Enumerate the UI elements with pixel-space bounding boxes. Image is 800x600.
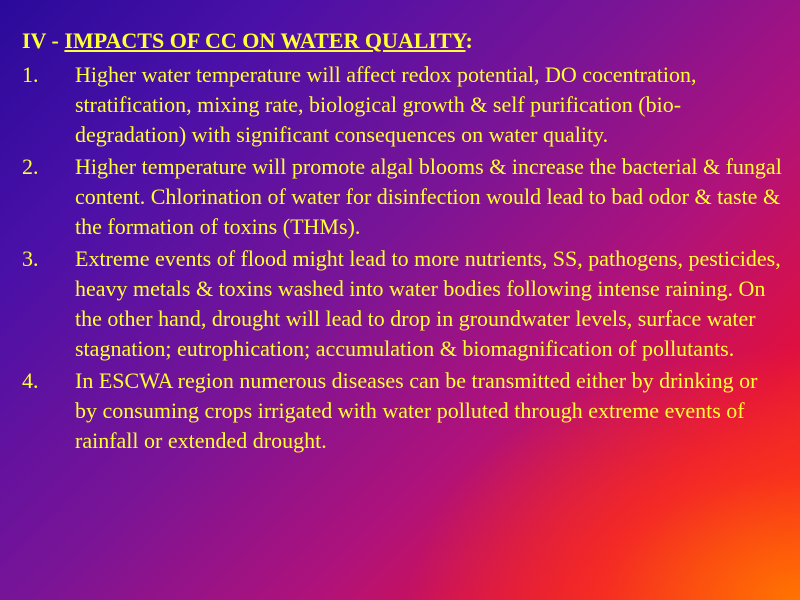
list-item-number: 2. [22,154,39,179]
slide-heading [22,28,782,54]
list-item-text: Higher water temperature will affect redox potential, DO cocentration, stratification, mixing rate, biological growth & self purification (bio-degradation) with significant consequences on water quality. [75,62,697,147]
slide-content [22,28,782,458]
list-item-text: In ESCWA region numerous diseases can be transmitted either by drinking or by consuming crops irrigated with water polluted through extreme events of rainfall or extended drought. [75,368,758,453]
list-item-number: 1. [22,62,39,87]
list-item-4 [22,366,782,456]
heading-suffix: : [465,28,473,53]
heading-title: IMPACTS OF CC ON WATER QUALITY [64,28,466,53]
list-item-text: Higher temperature will promote algal blooms & increase the bacterial & fungal content. Chlorination of water for disinfection would lead to bad odor & taste & the formation of toxins (THMs). [75,154,782,239]
list-item-number: 3. [22,246,39,271]
list-item-3 [22,244,782,364]
list-item-1 [22,60,782,150]
list-item-number: 4. [22,368,39,393]
heading-prefix: IV - [22,28,65,53]
list-item-2 [22,152,782,242]
list-item-text: Extreme events of flood might lead to more nutrients, SS, pathogens, pesticides, heavy metals & toxins washed into water bodies following intense raining. On the other hand, drought will lead to drop in groundwater levels, surface water stagnation; eutrophication; accumulation & biomagnification of pollutants. [75,246,781,361]
